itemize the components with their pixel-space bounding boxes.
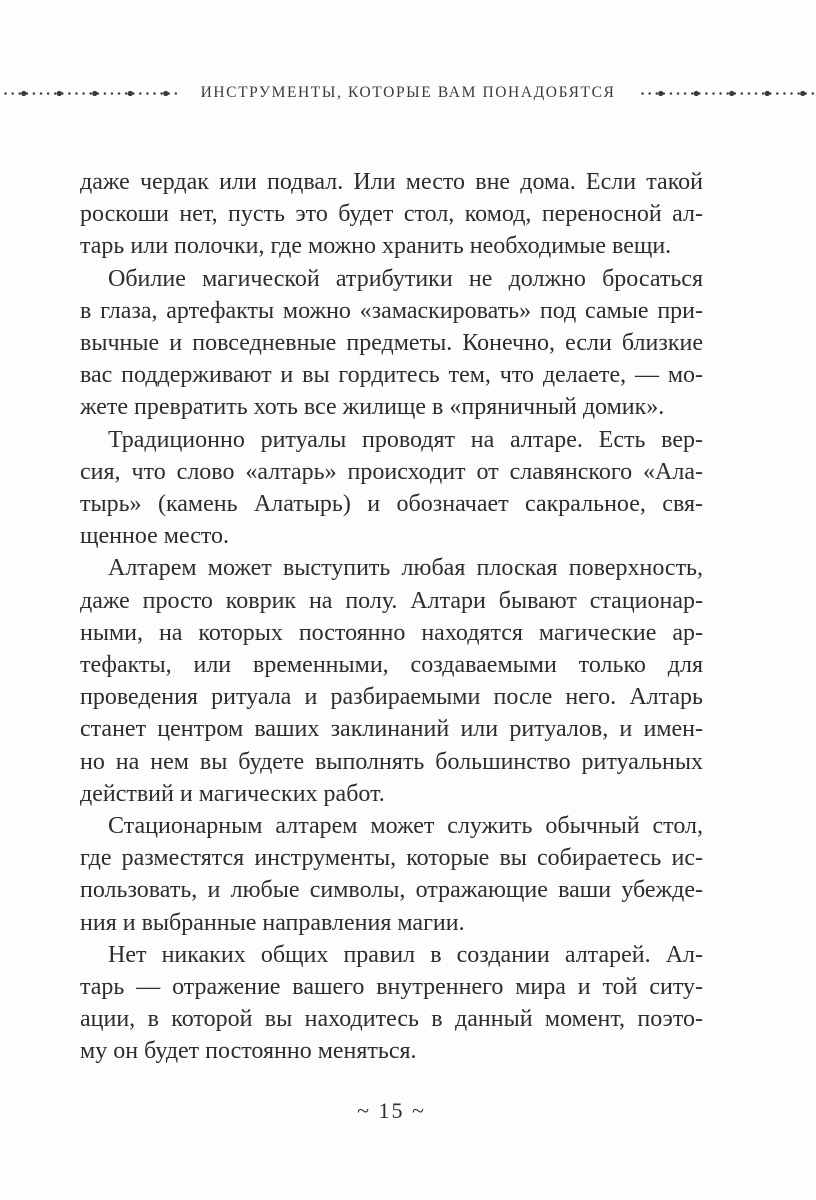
paragraph <box>80 424 703 553</box>
text-line: Алтарем может выступить любая плоская поверхность, <box>108 555 703 582</box>
text-line: вас поддерживают и вы гордитесь тем, что делаете, — мо- <box>80 362 703 389</box>
text-line: жете превратить хоть все жилище в «пряничный домик». <box>80 394 665 421</box>
paragraph <box>80 552 703 810</box>
text-line: Нет никаких общих правил в создании алтарей. Ал- <box>108 941 703 968</box>
text-line: Стационарным алтарем может служить обычный стол, <box>108 813 703 840</box>
text-line: му он будет постоянно меняться. <box>80 1038 417 1065</box>
text-line: действий и магических работ. <box>80 780 385 807</box>
paragraph <box>80 166 703 263</box>
text-line: тарь или полочки, где можно хранить необходимые вещи. <box>80 233 672 260</box>
text-line: ния и выбранные направления магии. <box>80 909 465 936</box>
text-line: Традиционно ритуалы проводят на алтаре. Есть вер- <box>108 426 703 453</box>
paragraph <box>80 810 703 939</box>
text-line: ными, на которых постоянно находятся магические ар- <box>80 619 703 646</box>
text-line: тарь — отражение вашего внутреннего мира и той ситу- <box>80 974 703 1001</box>
text-line: даже чердак или подвал. Или место вне дома. Если такой <box>80 169 703 195</box>
dotted-rule-right <box>639 89 814 98</box>
text-line: ации, в которой вы находитесь в данный момент, поэто- <box>80 1006 703 1033</box>
text-line: сия, что слово «алтарь» происходит от славянского «Ала- <box>80 458 703 485</box>
text-line: но на нем вы будете выполнять большинство ритуальных <box>80 748 703 775</box>
text-line: пользовать, и любые символы, отражающие ваши убежде- <box>80 877 703 904</box>
page-body-text <box>80 166 703 1068</box>
running-head <box>0 84 816 102</box>
text-line: тырь» (камень Алатырь) и обозначает сакральное, свя- <box>80 491 703 518</box>
page-number: ~ 15 ~ <box>357 1098 426 1123</box>
page-footer <box>80 1098 703 1124</box>
text-line: Обилие магической атрибутики не должно бросаться <box>108 265 703 292</box>
text-line: вычные и повседневные предметы. Конечно, если близкие <box>80 330 703 357</box>
text-line: даже просто коврик на полу. Алтари бывают стационар- <box>80 587 703 614</box>
dotted-rule-left <box>2 89 177 98</box>
text-line: роскоши нет, пусть это будет стол, комод, переносной ал- <box>80 201 703 228</box>
text-line: где разместятся инструменты, которые вы собираетесь ис- <box>80 845 703 872</box>
text-line: тефакты, или временными, создаваемыми только для <box>80 652 703 679</box>
text-line: в глаза, артефакты можно «замаскировать» под самые при- <box>80 297 703 324</box>
text-line: станет центром ваших заклинаний или ритуалов, и имен- <box>80 716 703 743</box>
paragraph <box>80 939 703 1068</box>
chapter-title: ИНСТРУМЕНТЫ, КОТОРЫЕ ВАМ ПОНАДОБЯТСЯ <box>200 84 616 101</box>
paragraph <box>80 263 703 424</box>
text-line: проведения ритуала и разбираемыми после него. Алтарь <box>80 684 703 711</box>
text-line: щенное место. <box>80 523 230 550</box>
